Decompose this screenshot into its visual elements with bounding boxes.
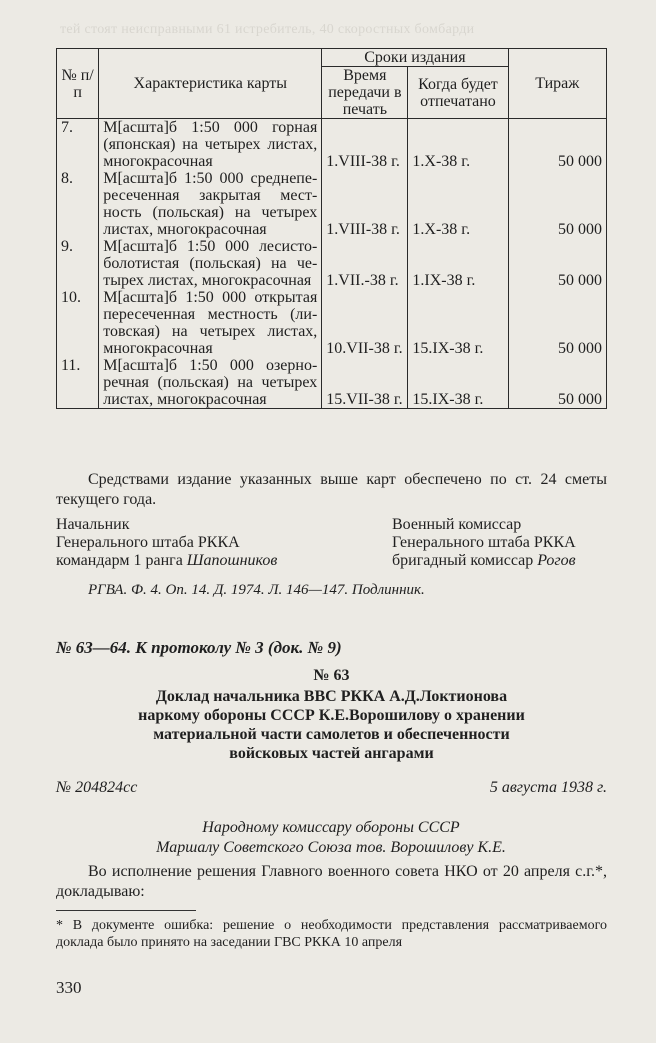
bleed-through-text: тей стоят неисправными 61 истребитель, 40 скоростных бомбарди: [60, 22, 475, 37]
row-num: 8.: [57, 170, 99, 238]
addressee-line: Маршалу Советского Союза тов. Ворошилову К.Е.: [156, 839, 506, 856]
row-desc: М[асшта]б 1:50 000 горная (японская) на четырех листах, многокрасочная: [99, 119, 322, 171]
document-date: 5 августа 1938 г.: [489, 779, 607, 796]
archive-reference: РГВА. Ф. 4. Оп. 14. Д. 1974. Л. 146—147. Подлинник.: [88, 582, 425, 598]
row-num: 9.: [57, 238, 99, 289]
row-desc: М[асшта]б 1:50 000 озерно-речная (польская) на четырех листах, многокрасочная: [99, 357, 322, 409]
table-row: [57, 357, 607, 409]
title-line: Доклад начальника ВВС РККА А.Д.Локтионова: [155, 688, 508, 705]
table-row: [57, 289, 607, 357]
funding-paragraph: Средствами издание указанных выше карт обеспечено по ст. 24 сметы текущего года.: [56, 471, 607, 508]
table-row: [57, 119, 607, 171]
sig-right-title: Военный комиссар: [392, 516, 522, 533]
title-line: войсковых частей ангарами: [229, 745, 434, 762]
protocol-reference: № 63—64. К протоколу № 3 (док. № 9): [56, 638, 342, 657]
title-line: наркому обороны СССР К.Е.Ворошилову о хранении: [138, 707, 525, 724]
row-time: 1.VII.-38 г.: [322, 238, 408, 289]
table-row: [57, 238, 607, 289]
row-tirazh: 50 000: [508, 357, 606, 409]
signature-right: [392, 516, 576, 570]
body-paragraph: Во исполнение решения Главного военного совета НКО от 20 апреля с.г.*, докладываю:: [56, 863, 607, 900]
header-tirazh: Тираж: [508, 49, 606, 119]
table-row: [57, 170, 607, 238]
header-time: Время передачи в печать: [322, 67, 408, 119]
sig-left-name: Шапошников: [186, 552, 278, 569]
row-tirazh: 50 000: [508, 119, 606, 171]
row-num: 11.: [57, 357, 99, 409]
sig-right-org: Генерального штаба РККА: [392, 534, 576, 551]
row-time: 15.VII-38 г.: [322, 357, 408, 409]
row-when: 1.X-38 г.: [408, 170, 508, 238]
header-terms: Сроки издания: [322, 49, 508, 67]
sig-right-rank: [392, 552, 576, 570]
addressee-line: Народному комиссару обороны СССР: [202, 819, 460, 836]
sig-left-title: Начальник: [56, 516, 130, 533]
document-number: № 63: [313, 667, 350, 684]
row-desc: М[асшта]б 1:50 000 лесисто-болотистая (польская) на четырех листах, многокрасочная: [99, 238, 322, 289]
signature-left: [56, 516, 277, 570]
document-title: [56, 687, 607, 763]
header-when: Когда будет отпечатано: [408, 67, 508, 119]
row-tirazh: 50 000: [508, 289, 606, 357]
row-time: 1.VIII-38 г.: [322, 119, 408, 171]
row-when: 15.IX-38 г.: [408, 289, 508, 357]
footnote-divider: [56, 910, 196, 911]
sig-left-rank: [56, 552, 277, 570]
row-time: 1.VIII-38 г.: [322, 170, 408, 238]
row-desc: М[асшта]б 1:50 000 среднепересеченная закрытая местность (польская) на четырех листах, многокрасочная: [99, 170, 322, 238]
row-desc: М[асшта]б 1:50 000 открытая пересеченная местность (литовская) на четырех листах, многокрасочная: [99, 289, 322, 357]
header-num: № п/п: [57, 49, 99, 119]
row-when: 15.IX-38 г.: [408, 357, 508, 409]
page-number: 330: [56, 978, 82, 997]
registration-number: № 204824сс: [56, 779, 138, 796]
row-tirazh: 50 000: [508, 238, 606, 289]
sig-left-rank-text: командарм 1 ранга: [56, 552, 187, 569]
row-when: 1.X-38 г.: [408, 119, 508, 171]
footnote: * В документе ошибка: решение о необходимости представления рассматриваемого доклада было принято на заседании ГВС РККА 10 апреля: [56, 918, 607, 950]
sig-right-rank-text: бригадный комиссар: [392, 552, 538, 569]
sig-left-org: Генерального штаба РККА: [56, 534, 240, 551]
addressee: [96, 818, 566, 858]
row-tirazh: 50 000: [508, 170, 606, 238]
maps-table: [56, 48, 607, 409]
row-num: 10.: [57, 289, 99, 357]
sig-right-name: Рогов: [537, 552, 576, 569]
row-time: 10.VII-38 г.: [322, 289, 408, 357]
title-line: материальной части самолетов и обеспеченности: [153, 726, 510, 743]
row-num: 7.: [57, 119, 99, 171]
header-desc: Характеристика карты: [99, 49, 322, 119]
row-when: 1.IX-38 г.: [408, 238, 508, 289]
